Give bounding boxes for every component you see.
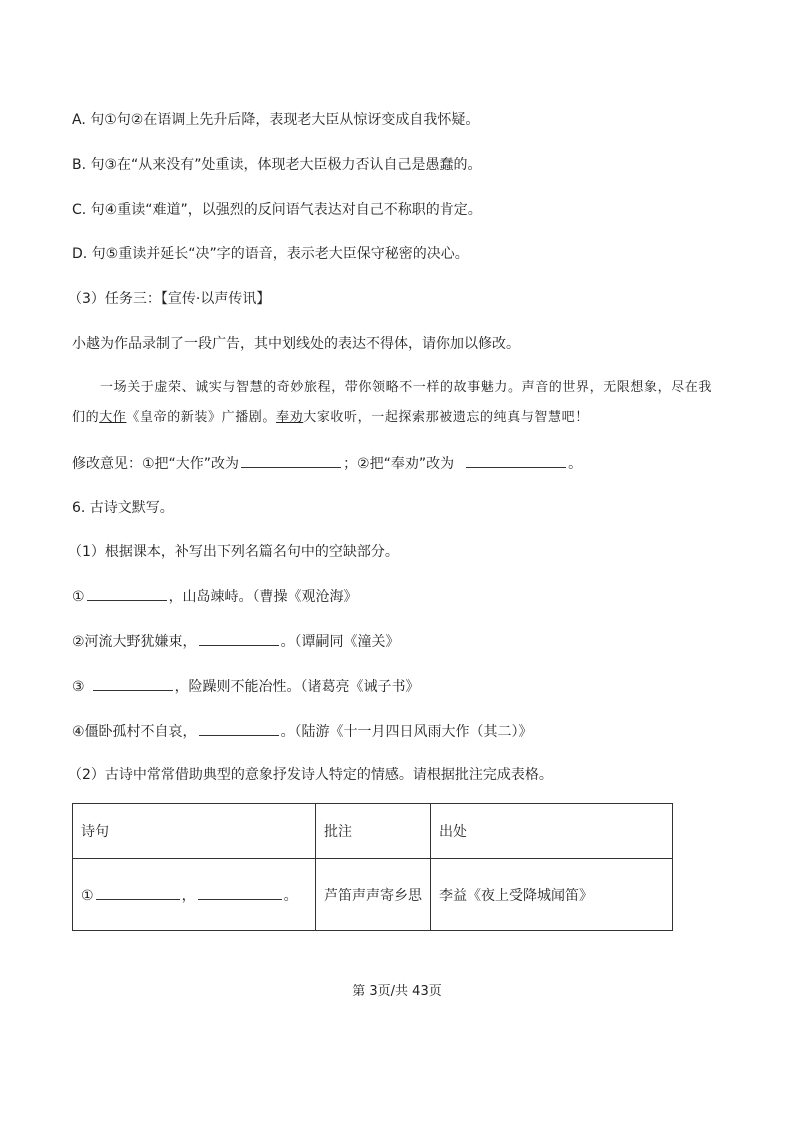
revise-mid: ；②把“奉劝”改为	[343, 456, 455, 472]
item2-end: 。（谭嗣同《潼关》	[280, 634, 400, 650]
option-d: D. 句⑤重读并延长“决”字的语音，表示老大臣保守秘密的决心。	[72, 246, 469, 262]
item2-text: ②河流大野犹嫌束，	[72, 634, 197, 650]
ad-underline-dazuo: 大作	[99, 410, 127, 425]
item1-prefix: ①	[72, 589, 85, 605]
row1-end: 。	[283, 887, 298, 904]
item3-text: ，险躁则不能冶性。（诸葛亮《诫子书》	[174, 679, 420, 695]
task3-instruction: 小越为作品录制了一段广告，其中划线处的表达不得体，请你加以修改。	[72, 336, 520, 352]
poem-blank-3[interactable]	[93, 676, 173, 691]
item4-end: 。（陆游《十一月四日风雨大作（其二）》	[280, 724, 533, 740]
table-header-row	[73, 804, 673, 859]
task3-heading: （3）任务三：【宣传·以声传讯】	[68, 291, 271, 307]
header-source: 出处	[431, 804, 673, 859]
item4-text: ④僵卧孤村不自哀，	[72, 724, 197, 740]
revise-line	[72, 453, 582, 474]
poem-item-4	[72, 721, 533, 742]
ad-underline-fengquan: 奉劝	[276, 410, 304, 425]
option-b: B. 句③在“从来没有”处重读，体现老大臣极力否认自己是愚蠢的。	[72, 157, 482, 173]
header-note: 批注	[316, 804, 431, 859]
option-a: A. 句①句②在语调上先升后降，表现老大臣从惊讶变成自我怀疑。	[72, 112, 480, 128]
poem-blank-4[interactable]	[199, 721, 279, 736]
header-poem: 诗句	[73, 804, 316, 859]
poetry-table	[72, 803, 673, 931]
poem-item-2	[72, 631, 400, 652]
table-row	[73, 859, 673, 931]
poem-item-3	[72, 676, 420, 697]
table-blank-1[interactable]	[96, 885, 180, 900]
option-c: C. 句④重读“难道”，以强烈的反问语气表达对自己不称职的肯定。	[72, 202, 482, 218]
cell-source: 李益《夜上受降城闻笛》	[431, 859, 673, 931]
poem-item-1	[72, 586, 358, 607]
revise-end: 。	[568, 456, 583, 472]
poem-blank-1[interactable]	[87, 586, 167, 601]
revise-label: 修改意见：①把“大作”改为	[72, 456, 240, 472]
answer-blank-2[interactable]	[466, 453, 566, 468]
page-footer: 第 3页/共 43页	[352, 984, 442, 999]
answer-blank-1[interactable]	[241, 453, 341, 468]
ad-part3: 大家收听，一起探索那被遗忘的纯真与智慧吧！	[303, 410, 589, 425]
ad-part1: 一场关于虚荣、诚实与智慧的奇妙旅程，带你领略不一样的故事魅力。声音的世界，无限想象，尽在我们的	[72, 380, 713, 425]
ad-text	[72, 373, 722, 433]
cell-note: 芦笛声声寄乡思	[316, 859, 431, 931]
q6-sub2: （2）古诗中常常借助典型的意象抒发诗人特定的情感。请根据批注完成表格。	[68, 767, 553, 783]
q6-sub1: （1）根据课本，补写出下列名篇名句中的空缺部分。	[68, 544, 399, 560]
cell-poem	[73, 859, 316, 931]
poem-blank-2[interactable]	[199, 631, 279, 646]
item3-prefix: ③	[72, 679, 85, 695]
row1-prefix: ①	[81, 887, 94, 904]
table-blank-2[interactable]	[198, 885, 282, 900]
row1-comma: ，	[181, 887, 196, 904]
item1-text: ，山岛竦峙。（曹操《观沧海》	[168, 589, 358, 605]
ad-part2: 《皇帝的新装》广播剧。	[126, 410, 277, 425]
q6-title: 6. 古诗文默写。	[72, 500, 174, 516]
